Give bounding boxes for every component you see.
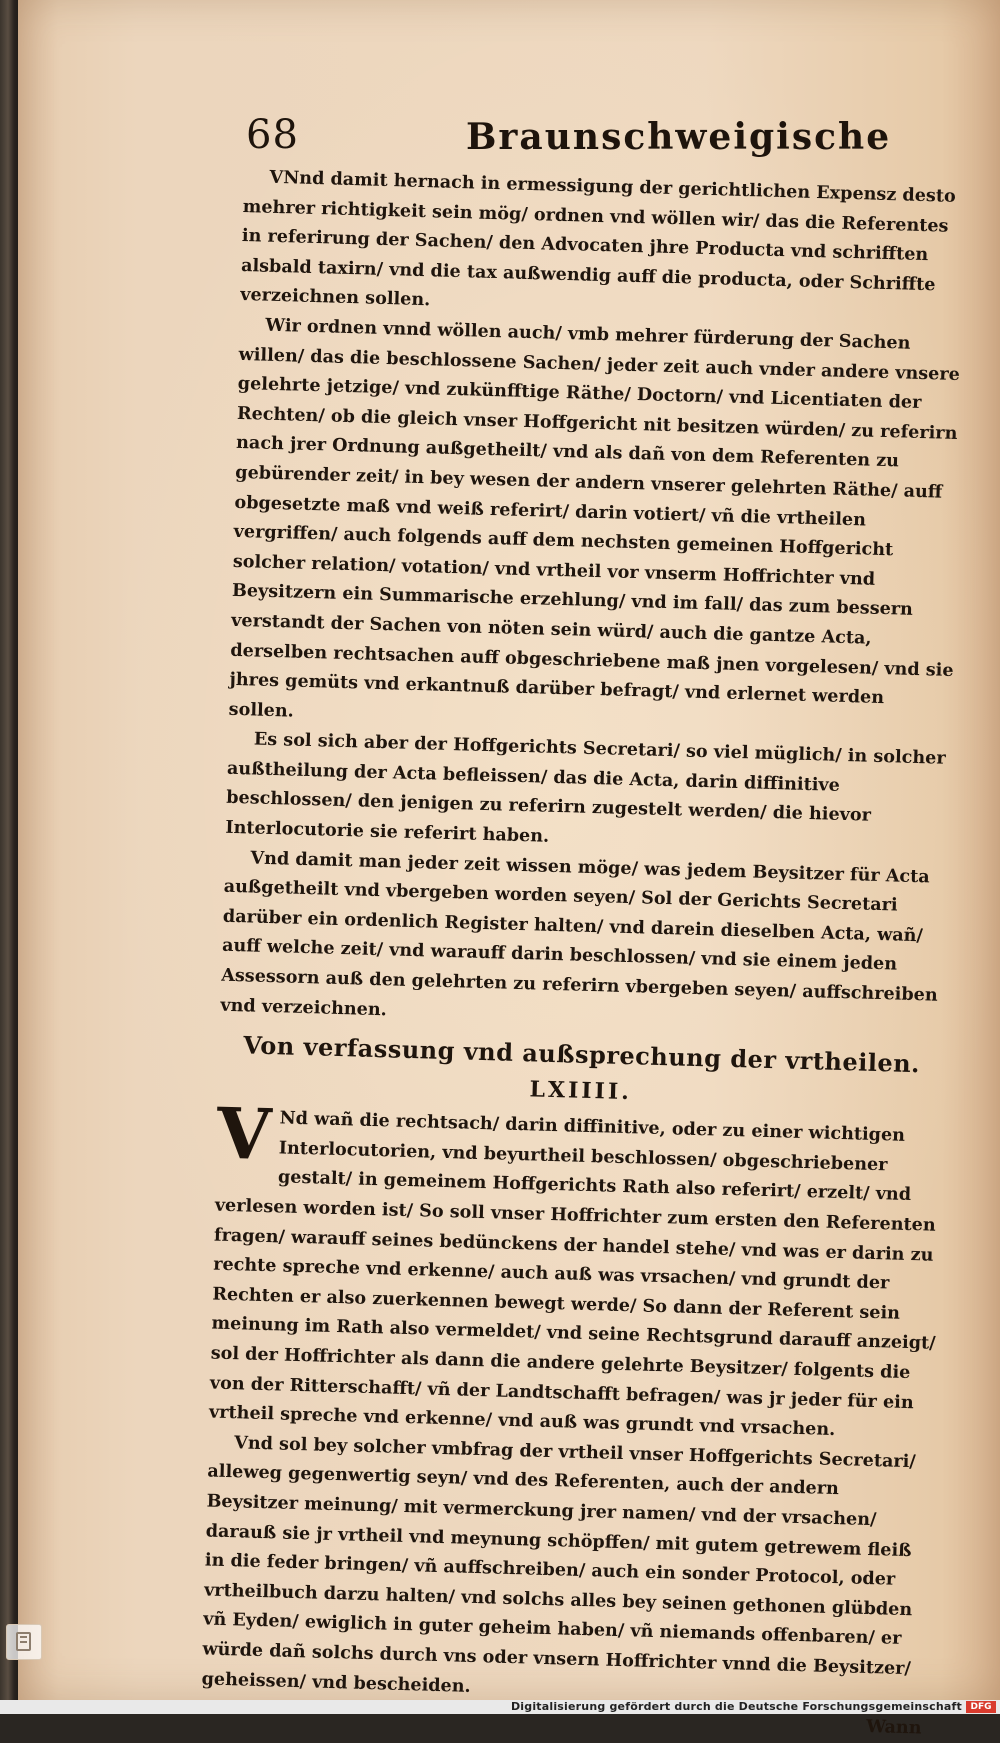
footer-credit: Digitalisierung gefördert durch die Deutsche Forschungsgemeinschaft (510, 1700, 962, 1713)
text-block (200, 162, 968, 1743)
paragraph-4: Vnd damit man jeder zeit wissen möge/ was jedem Beysitzer für Acta außgetheilt vnd vbergeben worden seyen/ Sol der Gerichts Secretari darüber ein ordenlich Register halten/ vnd darein dieselben Acta, wañ/ auff welche zeit/ vnd warauff darin beschlossen/ vnd sie einem jeden Assessorn auß den gelehrten zu referirn vbergeben seyen/ auffschreiben vnd verzeichnen. (220, 847, 938, 1020)
page-header (246, 112, 966, 164)
paragraph-5-text: Nd wañ die rechtsach/ darin diffinitive, oder zu einer wichtigen Interlocutorien, vnd beyurtheil beschlossen/ obgeschriebener gestalt/ in gemeinem Hoffgerichts Rath also referirt/ erzelt/ vnd verlesen worden ist/ So soll vnser Hoffrichter zum ersten den Referenten fragen/ warauff seines bedünckens der handel stehe/ vnd was er darin zu rechte spreche vnd erkenne/ auch auß was vrsachen/ vnd grundt der Rechten er also zuerkennen bewegt werde/ So dann der Referent sein meinung im Rath also vermeldet/ vnd seine Rechtsgrund darauff anzeigt/ sol der Hoffrichter als dann die andere gelehrte Beysitzer/ folgents die von der Ritterschafft/ vñ der Landtschafft befragen/ was jr jeder für ein vrtheil spreche vnd erkenne/ vnd auß was grundt vnd vrsachen. (208, 1107, 936, 1441)
footer-bar (0, 1700, 1000, 1714)
paragraph-6: Vnd sol bey solcher vmbfrag der vrtheil vnser Hoffgerichts Secretari/ alleweg gegenwertig seyn/ vnd des Referenten, auch der andern Beysitzer meinung/ mit vermerckung jrer namen/ vnd der vrsachen/ darauß sie jr vrtheil vnd meynung schöpffen/ mit gutem getrewem fleiß in die feder bringen/ vñ auffschreiben/ auch ein sonder Protocol, oder vrtheilbuch darzu halten/ vnd solchs alles bey seinen gethonen glübden vñ Eyden/ ewiglich in guter geheim haben/ vñ niemands offenbaren/ er würde dañ solchs durch vns oder vnsern Hoffrichter vnnd die Beysitzer/ geheissen/ vnd bescheiden. (201, 1431, 917, 1697)
paragraph-2: Wir ordnen vnnd wöllen auch/ vmb mehrer fürderung der Sachen willen/ das die beschlossene Sachen/ jeder zeit auch vnder andere vnsere gelehrte jetzige/ vnd zukünfftige Räthe/ Doctorn/ vnd Licentiaten der Rechten/ ob die gleich vnser Hoffgericht nit besitzen würden/ zu referirn nach jrer Ordnung außgetheilt/ vnd als dañ von dem Referenten zu gebürender zeit/ in bey wesen der andern vnserer gelehrten Räthe/ auff obgesetzte maß vnd weiß referirt/ darin votiert/ vñ die vrtheilen vergriffen/ auch folgends auff dem nechsten gemeinen Hoffgericht solcher relation/ votation/ vnd vrtheil vor vnserm Hoffrichter vnd Beysitzern ein Summarische erzehlung/ vnd im fall/ das zum bessern verstandt der Sachen von nöten sein würd/ auch die gantze Acta, derselben rechtsachen auff obgeschriebene maß jnen vorgelesen/ vnd sie jhres gemüts vnd erkantnuß darüber befragt/ vnd erlernet werden sollen. (228, 314, 961, 722)
dfg-logo[interactable]: DFG (966, 1701, 996, 1713)
decorated-initial: V (215, 1091, 273, 1177)
section-heading: Von verfassung vnd außsprechung der vrtheilen. (243, 1030, 921, 1079)
manuscript-icon[interactable] (6, 1624, 42, 1660)
catchword: Wann (866, 1716, 922, 1739)
page-number: 68 (246, 112, 299, 158)
paragraph-3: Es sol sich aber der Hoffgerichts Secretari/ so viel müglich/ in solcher außtheilung der Acta befleissen/ das die Acta, darin diffinitive beschlossen/ den jenigen zu referirn zugestelt werden/ die hievor Interlocutorie sie referirt haben. (225, 728, 946, 847)
chapter-number: LXIIII. (529, 1076, 633, 1106)
running-title: Braunschweigische (466, 116, 892, 158)
document-icon (16, 1632, 31, 1651)
paragraph-1: VNnd damit hernach in ermessigung der gerichtlichen Expensz desto mehrer richtigkeit sein mög/ ordnen vnd wöllen wir/ das die Referentes in referirung der Sachen/ den Advocaten jhre Producta vnd schrifften alsbald taxirn/ vnd die tax außwendig auff die producta, oder Schriffte verzeichnen sollen. (239, 166, 957, 311)
lines-icon (20, 1636, 27, 1638)
